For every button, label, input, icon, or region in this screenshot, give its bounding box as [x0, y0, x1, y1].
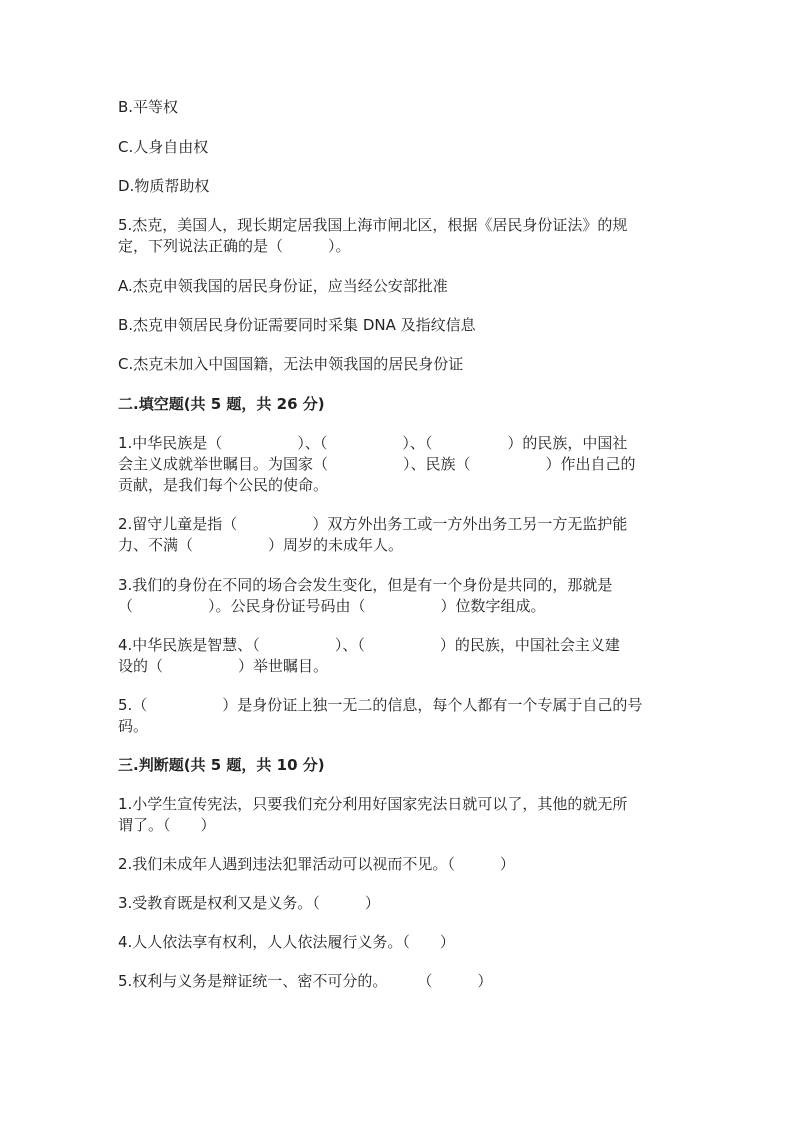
question-5-option-b: B.杰克申领居民身份证需要同时采集 DNA 及指纹信息	[118, 316, 476, 334]
question-5-option-a: A.杰克申领我国的居民身份证，应当经公安部批准	[118, 277, 448, 295]
question-5-stem-line-2: 定，下列说法正确的是（ ）。	[118, 237, 351, 255]
fill-question-5-line-1: 5.（ ）是身份证上独一无二的信息，每个人都有一个专属于自己的号	[118, 696, 643, 714]
judge-question-1-line-1: 1.小学生宣传宪法，只要我们充分利用好国家宪法日就可以了，其他的就无所	[118, 795, 628, 813]
fill-question-3-line-1: 3.我们的身份在不同的场合会发生变化，但是有一个身份是共同的，那就是	[118, 576, 613, 594]
fill-question-2-line-2: 力、不满（ ）周岁的未成年人。	[118, 536, 404, 554]
fill-question-5-line-2: 码。	[118, 717, 149, 735]
fill-question-1-line-3: 贡献，是我们每个公民的使命。	[118, 476, 329, 494]
fill-question-2-line-1: 2.留守儿童是指（ ）双方外出务工或一方外出务工另一方无监护能	[118, 515, 628, 533]
option-d: D.物质帮助权	[118, 177, 210, 195]
section-2-title: 二.填空题(共 5 题，共 26 分)	[118, 395, 325, 413]
question-5-stem-line-1: 5.杰克，美国人，现长期定居我国上海市闸北区，根据《居民身份证法》的规	[118, 216, 628, 234]
judge-question-4: 4.人人依法享有权利，人人依法履行义务。（ ）	[118, 933, 455, 951]
fill-question-4-line-2: 设的（ ）举世瞩目。	[118, 657, 329, 675]
judge-question-5: 5.权利与义务是辩证统一、密不可分的。 （ ）	[118, 972, 493, 990]
fill-question-4-line-1: 4.中华民族是智慧、（ ）、（ ）的民族，中国社会主义建	[118, 636, 620, 654]
fill-question-1-line-1: 1.中华民族是（ ）、（ ）、（ ）的民族，中国社	[118, 434, 628, 452]
section-3-title: 三.判断题(共 5 题，共 10 分)	[118, 756, 325, 774]
judge-question-2: 2.我们未成年人遇到违法犯罪活动可以视而不见。（ ）	[118, 855, 515, 873]
fill-question-3-line-2: （ ）。公民身份证号码由（ ）位数字组成。	[118, 597, 546, 615]
question-5-option-c: C.杰克未加入中国国籍，无法申领我国的居民身份证	[118, 355, 464, 373]
judge-question-1-line-2: 谓了。（ ）	[118, 816, 216, 834]
judge-question-3: 3.受教育既是权利又是义务。（ ）	[118, 894, 380, 912]
option-c: C.人身自由权	[118, 138, 209, 156]
option-b: B.平等权	[118, 98, 179, 116]
fill-question-1-line-2: 会主义成就举世瞩目。为国家（ ）、民族（ ）作出自己的	[118, 455, 636, 473]
